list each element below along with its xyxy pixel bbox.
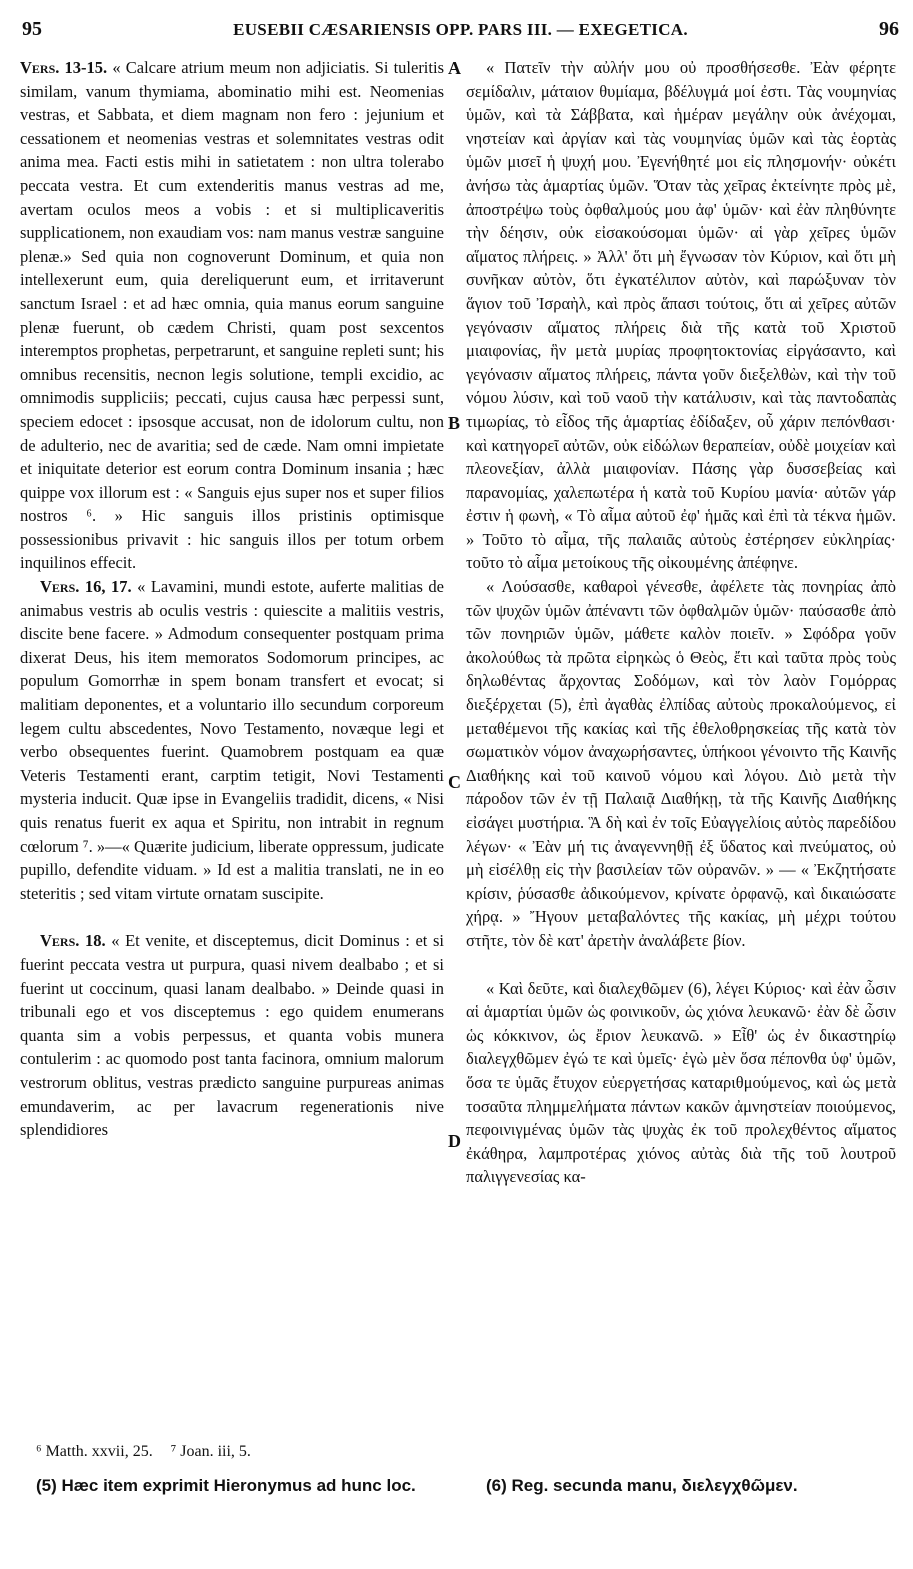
latin-text: « Lavamini, mundi estote, auferte malitias de animabus vestris ab oculis vestris : quiescite a malitiis vestris, discite bene facere. » Admodum consequenter postquam prima dixerat Deus, his item memoratos Sodomorum principes, ac populum Gomorrhæ in spem bonam transfert et evocat; si malitiam deponentes, et a voluntario illo secundum corporeum legem cultu abscedentes, Novo Testamento, novæque legi et verbo obsequentes fuerint. Quamobrem postquam ea quæ Veteris Testamenti erant, carptim tetigit, Novi Testamenti mysteria inducit. Quæ ipse in Evangeliis tradidit, dicens, « Nisi quis renatus fuerit ex aqua et Spiritu, non intrabit in regnum cœlorum ⁷. »—« Quærite judicium, liberate oppressum, judicate pupillo, defendite viduam. » Id est a malitia translati, ne in eo steteritis ; sed vitam virtute ornatam suscipite. <box>20 577 444 903</box>
greek-paragraph: « Πατεῖν τὴν αὐλήν μου οὐ προσθήσεσθε. Ἐὰν φέρητε σεμίδαλιν, μάταιον θυμίαμα, βδέλυγμά μοί ἐστι. Τὰς νουμηνίας ὑμῶν, καὶ τὰ Σάββατα, καὶ ἡμέραν μεγάλην οὐκ ἀνέχομαι, νηστείαν καὶ ἀργίαν καὶ τὰς νουμηνίας ὑμῶν καὶ τὰς ἑορτὰς ὑμῶν μισεῖ ἡ ψυχή μου. Ἐγενήθητέ μοι εἰς πλησμονήν· οὐκέτι ἀνήσω τὰς ἁμαρτίας ὑμῶν. Ὅταν τὰς χεῖρας ἐκτείνητε πρὸς μὲ, ἀποστρέψω τοὺς ὀφθαλμούς μου ἀφ' ὑμῶν· καὶ ἐὰν πληθύνητε τὴν δέησιν, οὐκ εἰσακούσομαι ὑμῶν· αἱ γὰρ χεῖρες ὑμῶν αἵματος πλήρεις. » Ἀλλ' ὅτι μὴ ἔγνωσαν τὸν Κύριον, καὶ ὅτι μὴ συνῆκαν αὐτὸν, ὅτι ἐγκατέλιπον αὐτὸν, καὶ παρώξυναν τὸν ἅγιον τοῦ Ἰσραὴλ, καὶ πρὸς ἅπασι τούτοις, ὅτι αἱ χεῖρες αὐτῶν γεγόνασιν αἵματος πλήρεις διὰ τῆς κατὰ τοῦ Χριστοῦ μιαιφονίας, ἣν μετὰ μυρίας προφητοκτονίας εἰργάσαντο, καὶ γεγόνασιν αἵματος πλήρεις, πάντα γοῦν διεξελθὼν, καὶ τὴν τοῦ νόμου λύσιν, καὶ τοῦ ναοῦ τὴν κατάλυσιν, καὶ τὰς παντοδαπὰς τιμωρίας, τὸ εἶδος τῆς ἁμαρτίας ἐδίδαξεν, οὗ χάριν πεπόνθασι· καὶ κατηγορεῖ αὐτῶν, οὐκ εἰδώλων θεραπείαν, οὐδὲ μοιχείαν καὶ πλεονεξίαν, ἀλλὰ μιαιφονίαν. Πάσης γὰρ δυσσεβείας καὶ παρανομίας, χαλεπωτέρα ἡ κατὰ τοῦ Κυρίου μανία· αὐτῶν γάρ ἐστιν ἡ φωνὴ, « Τὸ αἷμα αὐτοῦ ἐφ' ἡμᾶς καὶ ἐπὶ τὰ τέκνα ἡμῶν. » Τοῦτο τὸ αἷμα, τῆς παλαιᾶς αὐτοὺς ἐστέρησεν εὐκληρίας· τοῦτο τὸ αἷμα μετοίκους τῆς οἰκουμένης ἀπέφηνε. <box>466 58 896 573</box>
verse-label: Vers. 16, 17. <box>40 577 132 597</box>
verse-label: Vers. 18. <box>40 931 106 951</box>
greek-paragraph: « Λούσασθε, καθαροὶ γένεσθε, ἀφέλετε τὰς πονηρίας ἀπὸ τῶν ψυχῶν ὑμῶν ἀπέναντι τῶν ὀφθαλμῶν ὑμῶν· παύσασθε ἀπὸ τῶν πονηριῶν ὑμῶν, μάθετε καλὸν ποιεῖν. » Σφόδρα γοῦν ἀκολούθως τὰ πρῶτα εἰρηκὼς ὁ Θεὸς, ἔτι καὶ ταῦτα πρὸς τοὺς δηλωθέντας ἄρχοντας Σοδόμων, καὶ τὸν λαὸν Γομόρρας διεξέρχεται (5), ἐπὶ ἀγαθὰς ἐλπίδας αὐτοὺς προκαλούμενος, εἰ μεταθέμενοι τῆς κακίας καὶ τῆς ἐθελοθρησκείας τῆς κατὰ τὸν σωματικὸν νόμον ἀναχωρήσαντες, ὑπήκοοι γένοιντο τῆς Καινῆς Διαθήκης καὶ τοῦ καινοῦ νόμου καὶ λόγου. Διὸ μετὰ τὴν πάροδον τῶν ἐν τῇ Παλαιᾷ Διαθήκῃ, τὰ τῆς Καινῆς Διαθήκης εἰσάγει μυστήρια. Ἃ δὴ καὶ ἐν τοῖς Εὐαγγελίοις αὐτὸς παρεδίδου λέγων· « Ἐὰν μή τις ἀναγεννηθῇ ἐξ ὕδατος καὶ πνεύματος, οὐ μὴ εἰσέλθῃ εἰς τὴν βασιλείαν τῶν οὐρανῶν. » — « Ἐκζητήσατε κρίσιν, ῥύσασθε ἀδικούμενον, κρίνατε ὀρφανῷ, καὶ δικαιώσατε χήρᾳ. » Ἤγουν μεταβαλόντες τῆς κακίας, μὴ μέχρι τούτου στῆτε, τὸν δὲ κατ' ἀρετὴν ἀναλάβετε βίον. <box>466 577 896 950</box>
page-number-right: 96 <box>879 18 899 40</box>
greek-paragraph: « Καὶ δεῦτε, καὶ διαλεχθῶμεν (6), λέγει Κύριος· καὶ ἐὰν ὦσιν αἱ ἁμαρτίαι ὑμῶν ὡς φοινικοῦν, ὡς χιόνα λευκανῶ· ἐὰν δὲ ὦσιν ὡς κόκκινον, ὡς ἔριον λευκανῶ. » Εἶθ' ὡς ἐν δικαστηρίῳ διαλεγχθῶμεν ἐγώ τε καὶ ὑμεῖς· ἐγὼ μὲν ὅσα πέπονθα ὑφ' ὑμῶν, ὅσα τε ὑμᾶς ἔτυχον εὐεργετήσας καταριθμούμενος, καὶ ὡς μετὰ τοσαῦτα πλημμελήματα πάντων κακῶν ἀμνηστείαν ποιούμενος, πεφοινιγμένας ὑμῶν τὰς ψυχὰς ἐκ τοῦ προλεχθέντος αἵματος ἐκάθηρα, λαμπροτέρας χιόνος αὐτὰς διὰ τῆς τοῦ λουτροῦ παλιγγενεσίας κα- <box>466 978 896 1187</box>
margin-letter-c: C <box>448 772 461 792</box>
greek-column <box>466 56 896 1189</box>
margin-letter-a: A <box>448 58 461 78</box>
footnote-ref-7: ⁷ Joan. iii, 5. <box>170 1443 251 1460</box>
footnote-ref-6: ⁶ Matth. xxvii, 25. <box>36 1443 153 1460</box>
latin-column <box>20 56 444 1142</box>
latin-paragraph <box>20 575 444 905</box>
latin-text: « Et venite, et disceptemus, dicit Dominus : et si fuerint peccata vestra ut purpura, quasi nivem dealbabo ; et si fuerint ut coccinum, quasi lanam dealbabo. » Deinde quasi in tribunali ego et vos disceptemus : ego quidem enumerans quanta sim a vobis perpessus, et quanta vobis munera contulerim : ac quomodo post tanta facinora, omnium malorum vestrorum oblitus, vestras prædicto sanguine purpureas animas emundaverim, ac per lavacrum regenerationis nive splendidiores <box>20 931 444 1140</box>
latin-text: « Calcare atrium meum non adjiciatis. Si tuleritis similam, vanum thymiama, abominatio mihi est. Neomenias vestras, et Sabbata, et diem magnam non fero : jejunium et cessationem et neomenias vestras et solemnitates vestras odit anima mea. Facti estis mihi in satietatem : non ultra tolerabo peccata vestra. Et cum extenderitis manus vestras ad me, avertam oculos meos a vobis : et si multiplicaveritis supplicationem, non exaudiam vos: nam manus vestræ sanguine plenæ.» Sed quia non cognoverunt Dominum, et quia non intellexerunt eum, quia dereliquerunt eum, et irritaverunt sanctum Israel : et ad hæc omnia, quia manus eorum sanguine plenæ fuerunt, ob cædem Christi, quam post sexcentos interemptos prophetas, perpetrarunt, et sanguine repleti sunt; his omnibus recensitis, necnon legis solutione, templi excidio, ac omnimodis suppliciis; peccati, cujus causa hæc perpessi sunt, speciem edocet : ipsosque accusat, non de idolorum cultu, non de adulterio, nec de avaritia; sed de cæde. Nam omni impietate et iniquitate deterior est eorum contra Dominum insania ; hæc quippe vox illorum est : « Sanguis ejus super nos et super filios nostros ⁶. » Hic sanguis illos pristinis optimisque possessionibus privavit : hic sanguis illos per totum orbem inquilinos effecit. <box>20 58 444 573</box>
page-number-left: 95 <box>22 18 42 40</box>
latin-paragraph <box>20 56 444 575</box>
latin-paragraph <box>20 929 444 1141</box>
verse-label: Vers. 13-15. <box>20 58 108 77</box>
editor-note-6: (6) Reg. secunda manu, διελεγχθῶμεν. <box>486 1476 798 1495</box>
scripture-references <box>36 1443 446 1461</box>
margin-letter-d: D <box>448 1131 461 1151</box>
page-header <box>22 18 899 48</box>
running-title: EUSEBII CÆSARIENSIS OPP. PARS III. — EXEGETICA. <box>233 20 688 39</box>
editor-note-5: (5) Hæc item exprimit Hieronymus ad hunc loc. <box>36 1476 416 1495</box>
margin-letter-b: B <box>448 413 461 433</box>
